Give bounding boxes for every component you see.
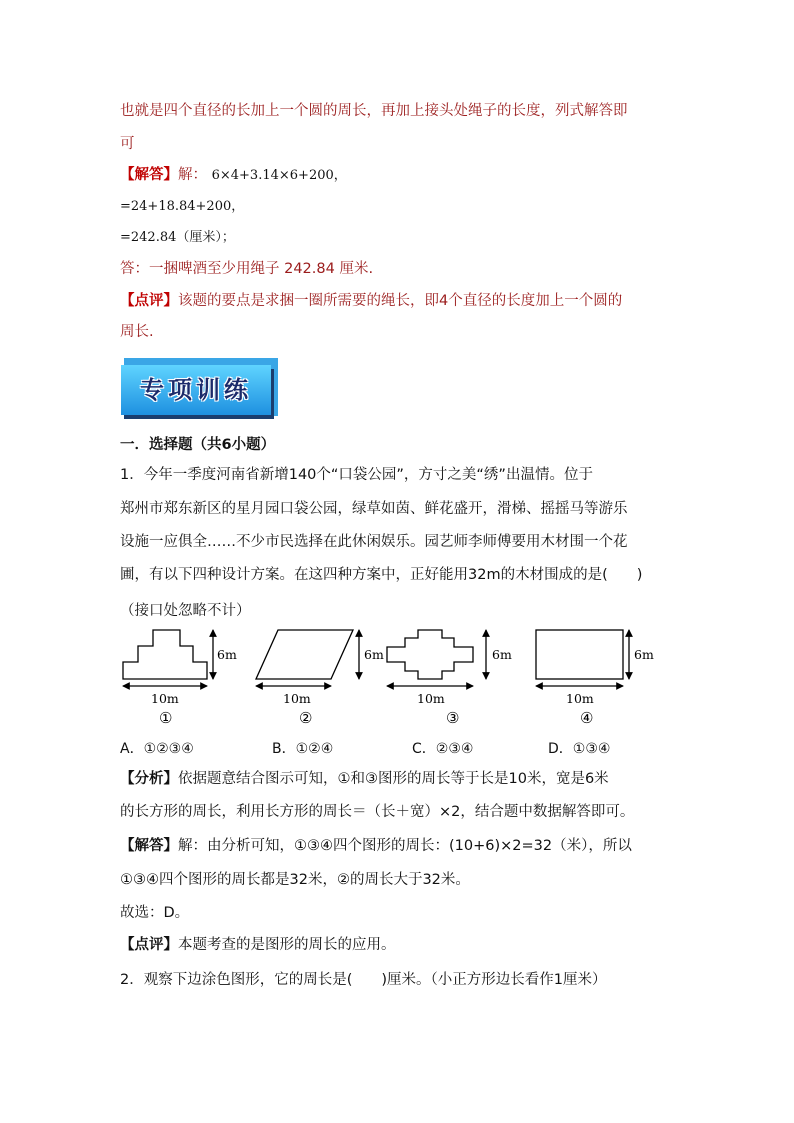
q1-note: （接口处忽略不计） (120, 603, 251, 619)
figure-4-width-label: 10m (566, 691, 594, 706)
q1-line-1: 1．今年一季度河南省新增140个“口袋公园”，方寸之美“绣”出温情。位于 (120, 467, 593, 483)
solution-line-1 (120, 836, 632, 856)
conclusion-suffix: 厘米. (339, 261, 374, 277)
answer-prefix: 解： (178, 167, 207, 183)
option-c: C．②③④ (412, 741, 474, 757)
q1-line-2: 郑州市郑东新区的星月园口袋公园，绿草如茵、鲜花盛开，滑梯、摇摇马等游乐 (120, 501, 628, 517)
calc-line-1: 6×4+3.14×6+200， (211, 168, 347, 183)
intro-line-1: 也就是四个直径的长加上一个圆的周长，再加上接头处绳子的长度，列式解答即 (120, 103, 628, 119)
figure-3-number: ③ (446, 709, 460, 727)
figures-diagram (118, 622, 678, 732)
figure-1-width-label: 10m (151, 691, 179, 706)
conclusion-value: 242.84 (284, 261, 335, 277)
comment2-line (120, 935, 396, 955)
figure-4-shape (536, 630, 623, 679)
comment2-text: 本题考查的是图形的周长的应用。 (178, 937, 396, 953)
comment-text-1: 该题的要点是求捆一圈所需要的绳长，即4个直径的长度加上一个圆的 (178, 293, 623, 309)
conclusion-prefix: 答：一捆啤酒至少用绳子 (120, 261, 280, 277)
answer-tag: 【解答】 (120, 167, 178, 183)
figure-1-shape (123, 630, 207, 679)
figure-2-number: ② (299, 709, 313, 727)
figure-2-height-label: 6m (364, 647, 384, 662)
section-title: 一．选择题（共6小题） (120, 437, 276, 453)
option-d: D．①③④ (548, 741, 611, 757)
figure-2-width-label: 10m (283, 691, 311, 706)
figure-2-shape (256, 630, 353, 679)
figure-3-width-label: 10m (417, 691, 445, 706)
intro-line-2: 可 (120, 136, 135, 152)
analysis-line-1 (120, 769, 609, 789)
analysis-line-2: 的长方形的周长，利用长方形的周长＝（长＋宽）×2，结合题中数据解答即可。 (120, 804, 635, 820)
q1-line-4: 圃，有以下四种设计方案。在这四种方案中，正好能用32m的木材围成的是( ) (120, 567, 643, 583)
solution-tag: 【解答】 (120, 838, 178, 854)
figure-1-height-label: 6m (217, 647, 237, 662)
figure-3-height-label: 6m (492, 647, 512, 662)
figure-4-height-label: 6m (634, 647, 654, 662)
comment-tag: 【点评】 (120, 293, 178, 309)
figure-3-shape (387, 630, 473, 679)
calc-line-3: =242.84（厘米）； (120, 230, 235, 245)
conclusion-line (120, 259, 373, 279)
q1-line-3: 设施一应俱全……不少市民选择在此休闲娱乐。园艺师李师傅要用木材围一个花 (120, 534, 628, 550)
solution-line-2: ①③④四个图形的周长都是32米，②的周长大于32米。 (120, 872, 470, 888)
banner-title: 专项训练 (140, 376, 252, 404)
option-a: A．①②③④ (120, 741, 194, 757)
figure-1-number: ① (159, 709, 173, 727)
option-b: B．①②④ (272, 741, 334, 757)
solution-text-1: 解：由分析可知，①③④四个图形的周长：(10+6)×2=32（米），所以 (178, 838, 632, 854)
analysis-tag: 【分析】 (120, 771, 178, 787)
choice-line: 故选：D。 (120, 905, 190, 921)
comment-line-1 (120, 291, 622, 311)
calc-line-2: =24+18.84+200， (120, 199, 245, 214)
answer-block-1 (120, 165, 347, 186)
section-banner (121, 358, 278, 418)
comment-line-2: 周长. (120, 324, 154, 340)
figure-4-number: ④ (580, 709, 594, 727)
q2-line: 2．观察下边涂色图形，它的周长是( )厘米。（小正方形边长看作1厘米） (120, 972, 607, 988)
comment2-tag: 【点评】 (120, 937, 178, 953)
analysis-text-1: 依据题意结合图示可知，①和③图形的周长等于长是10米，宽是6米 (178, 771, 609, 787)
